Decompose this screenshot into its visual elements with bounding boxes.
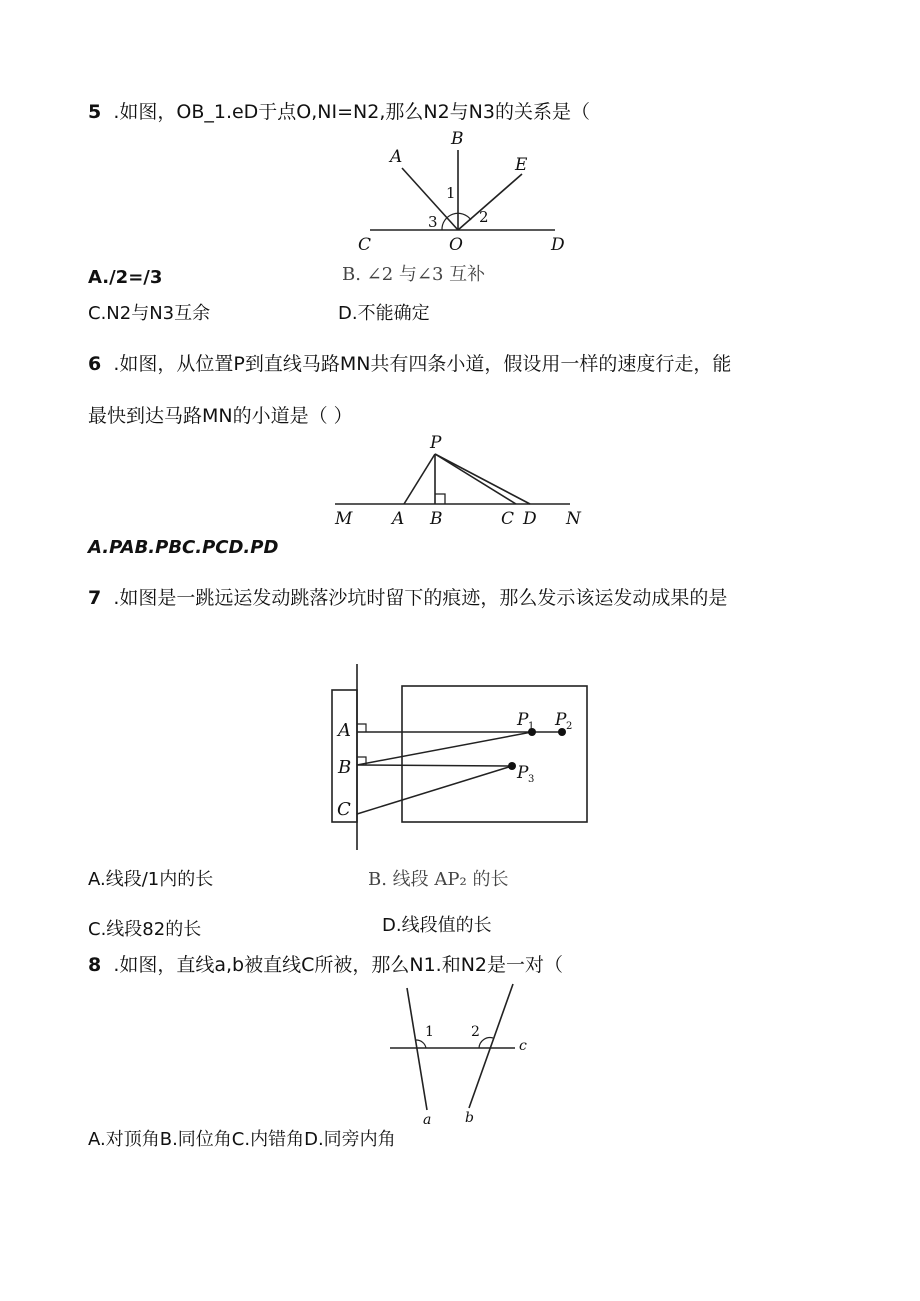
q7-option-d: D.线段值的长 — [382, 915, 492, 936]
q5-option-c: C.N2与N3互余 — [88, 303, 211, 324]
q7-stem — [88, 586, 727, 610]
q5-option-b: B. ∠2 与∠3 互补 — [342, 264, 486, 285]
q8-stem-text: .如图，直线a,b被直线C所被，那么N1.和N2是一对（ — [113, 954, 564, 976]
q5-ray-oe — [458, 174, 522, 230]
q8-figure — [385, 980, 545, 1130]
q5-angle-2: 2 — [479, 208, 489, 226]
q8-line-a — [407, 988, 427, 1110]
q7-stem-text: .如图是一跳远运发动跳落沙坑时留下的痕迹，那么发示该运发动成果的是 — [113, 587, 728, 609]
q7-label-a: A — [338, 720, 351, 741]
q6-path-pc — [435, 454, 516, 504]
q7-label-c: C — [337, 799, 351, 820]
q6-stem-line1 — [88, 352, 731, 376]
q6-figure — [330, 432, 590, 532]
q8-angle-1-arc — [416, 1040, 426, 1048]
q5-option-a — [88, 266, 162, 290]
q6-label-n: N — [566, 509, 581, 529]
q5-angle-3: 3 — [428, 213, 438, 231]
q7-label-p3: P — [517, 763, 529, 783]
q6-path-pa — [404, 454, 435, 504]
q6-right-angle — [435, 494, 445, 504]
q5-option-d: D.不能确定 — [338, 303, 430, 324]
q5-label-b: B — [451, 129, 464, 149]
q8-angle-1: 1 — [425, 1024, 434, 1040]
q6-options-text: A.PAB.PBC.PCD.PD — [88, 537, 279, 558]
q8-label-a: a — [423, 1112, 432, 1128]
q7-sub-1: 1 — [528, 721, 535, 732]
q6-label-m: M — [335, 509, 353, 529]
q7-figure — [325, 662, 595, 852]
q6-number: 6 — [88, 353, 102, 375]
q7-label-b: B — [338, 757, 352, 778]
q7-option-c: C.线段82的长 — [88, 919, 202, 940]
q5-label-e: E — [515, 155, 528, 175]
q8-stem — [88, 953, 563, 977]
q6-options — [88, 536, 278, 560]
q7-sub-2: 2 — [566, 721, 573, 732]
q5-label-c: C — [358, 235, 372, 255]
q5-stem-text: .如图，OB_1.eD于点O,NI=N2,那么N2与N3的关系是（ — [113, 101, 590, 123]
q7-point-p3 — [508, 762, 516, 770]
q8-label-c: c — [519, 1038, 527, 1054]
q7-right-angle-a — [357, 724, 366, 732]
q5-label-o: O — [449, 235, 463, 255]
q5-label-a: A — [390, 147, 403, 167]
q8-options: A.对顶角B.同位角C.内错角D.同旁内角 — [88, 1129, 396, 1150]
q8-number: 8 — [88, 954, 102, 976]
q6-stem-line2: 最快到达马路MN的小道是（ ） — [88, 405, 353, 427]
q7-seg-c-p3 — [357, 766, 512, 814]
q5-label-d: D — [551, 235, 565, 255]
q7-number: 7 — [88, 587, 102, 609]
q7-seg-b-p1 — [357, 732, 532, 765]
q5-angle-1: 1 — [446, 184, 456, 202]
q7-option-b: B. 线段 AP₂ 的长 — [368, 869, 509, 890]
q7-sub-3: 3 — [528, 774, 535, 785]
q8-label-b: b — [465, 1110, 474, 1126]
q5-figure — [350, 128, 590, 258]
q6-label-b: B — [430, 509, 443, 529]
q7-label-p1: P — [517, 710, 529, 730]
q7-option-a: A.线段/1内的长 — [88, 869, 214, 890]
q6-stem-text: .如图，从位置P到直线马路MN共有四条小道，假设用一样的速度行走，能 — [113, 353, 732, 375]
q8-line-b — [469, 984, 513, 1108]
q7-sandpit — [402, 686, 587, 822]
q6-label-c: C — [501, 509, 515, 529]
q5-number: 5 — [88, 101, 102, 123]
q8-angle-2: 2 — [471, 1024, 480, 1040]
q6-label-d: D — [523, 509, 537, 529]
q5-stem — [88, 100, 590, 124]
q5-option-a-text: A./2=/3 — [88, 267, 163, 288]
q6-label-p: P — [430, 433, 442, 453]
q6-label-a: A — [392, 509, 405, 529]
q7-label-p2: P — [555, 710, 567, 730]
q6-path-pd — [435, 454, 530, 504]
q7-seg-b-p3 — [357, 765, 512, 766]
